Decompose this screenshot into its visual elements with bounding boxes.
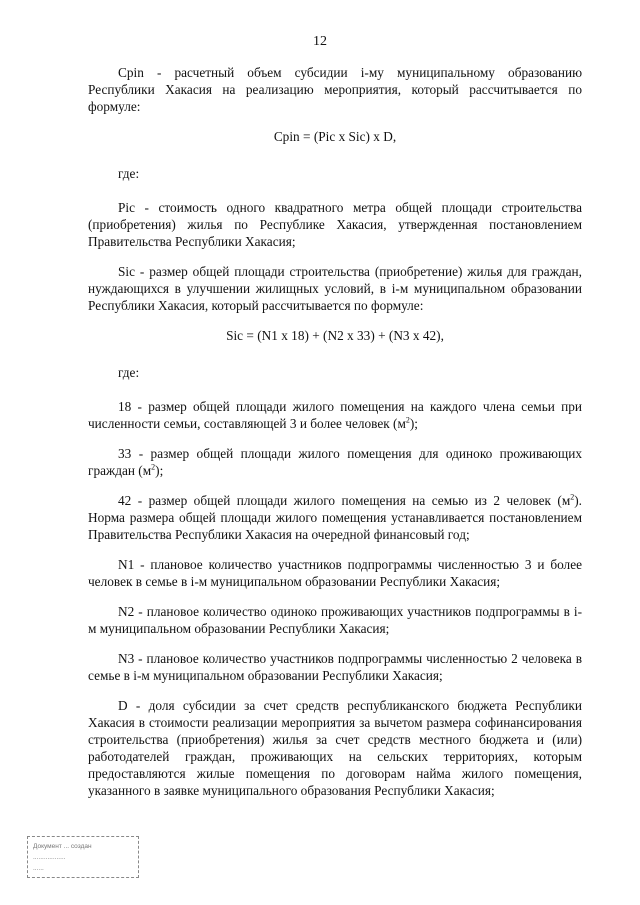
paragraph-n2-definition: N2 - плановое количество одиноко проживающих участников подпрограммы в i-м муниципальном образовании Республики Хакасия; bbox=[88, 604, 582, 636]
paragraph-42-tail: ). Норма размера общей площади жилого помещения устанавливается постановлением Правительства Республики Хакасия на очередной финансовый год; bbox=[88, 493, 582, 542]
document-body bbox=[88, 64, 582, 812]
stamp-line-2: .................. bbox=[33, 854, 66, 861]
paragraph-d-definition: D - доля субсидии за счет средств республиканского бюджета Республики Хакасия в стоимости реализации мероприятия за вычетом размера софинансирования строительства (приобретения) жилья за счет средств местного бюджета и (или) работодателей граждан, проживающих на сельских территориях, которым предоставляются жилые помещения по договорам найма жилого помещения, указанного в заявке муниципального образования Республики Хакасия; bbox=[88, 698, 582, 798]
formula-crin: Срin = (Pic x Sic) x D, bbox=[273, 129, 397, 144]
where-label-2: где: bbox=[118, 365, 140, 380]
paragraph-33-text: 33 - размер общей площади жилого помещения для одиноко проживающих граждан (м bbox=[88, 446, 582, 478]
paragraph-42-text: 42 - размер общей площади жилого помещения на семью из 2 человек (м bbox=[118, 493, 571, 508]
paragraph-18-text: 18 - размер общей площади жилого помещения на каждого члена семьи при численности семьи, составляющей 3 и более человек (м bbox=[88, 399, 582, 431]
stamp-line-3: ...... bbox=[33, 865, 44, 872]
paragraph-18-definition bbox=[88, 398, 582, 432]
stamp-line-1: Документ ... создан bbox=[33, 843, 92, 850]
formula-sic: Sic = (N1 x 18) + (N2 x 33) + (N3 x 42), bbox=[226, 328, 444, 343]
paragraph-18-sup: 2 bbox=[405, 415, 410, 425]
paragraph-pic-definition: Pic - стоимость одного квадратного метра общей площади строительства (приобретения) жилья по Республике Хакасия, утвержденная постановлением Правительства Республики Хакасия; bbox=[88, 200, 582, 249]
paragraph-crin-definition: Срin - расчетный объем субсидии i-му муниципальному образованию Республики Хакасия на реализацию мероприятия, который рассчитывается по формуле: bbox=[88, 65, 582, 114]
paragraph-33-definition bbox=[88, 445, 582, 479]
document-stamp bbox=[27, 836, 139, 878]
page-number: 12 bbox=[313, 34, 327, 49]
paragraph-sic-definition: Sic - размер общей площади строительства (приобретение) жилья для граждан, нуждающихся в улучшении жилищных условий, в i-м муниципальном образовании Республики Хакасия, который рассчитывается по формуле: bbox=[88, 264, 582, 313]
paragraph-42-sup: 2 bbox=[570, 492, 575, 502]
where-label-1: где: bbox=[118, 166, 140, 181]
paragraph-33-sup: 2 bbox=[151, 462, 156, 472]
paragraph-n3-definition: N3 - плановое количество участников подпрограммы численностью 2 человека в семье в i-м муниципальном образовании Республики Хакасия; bbox=[88, 651, 582, 683]
paragraph-18-tail: ); bbox=[409, 416, 418, 431]
paragraph-42-definition bbox=[88, 492, 582, 543]
paragraph-33-tail: ); bbox=[155, 463, 164, 478]
paragraph-n1-definition: N1 - плановое количество участников подпрограммы численностью 3 и более человек в семье в i-м муниципальном образовании Республики Хакасия; bbox=[88, 557, 582, 589]
